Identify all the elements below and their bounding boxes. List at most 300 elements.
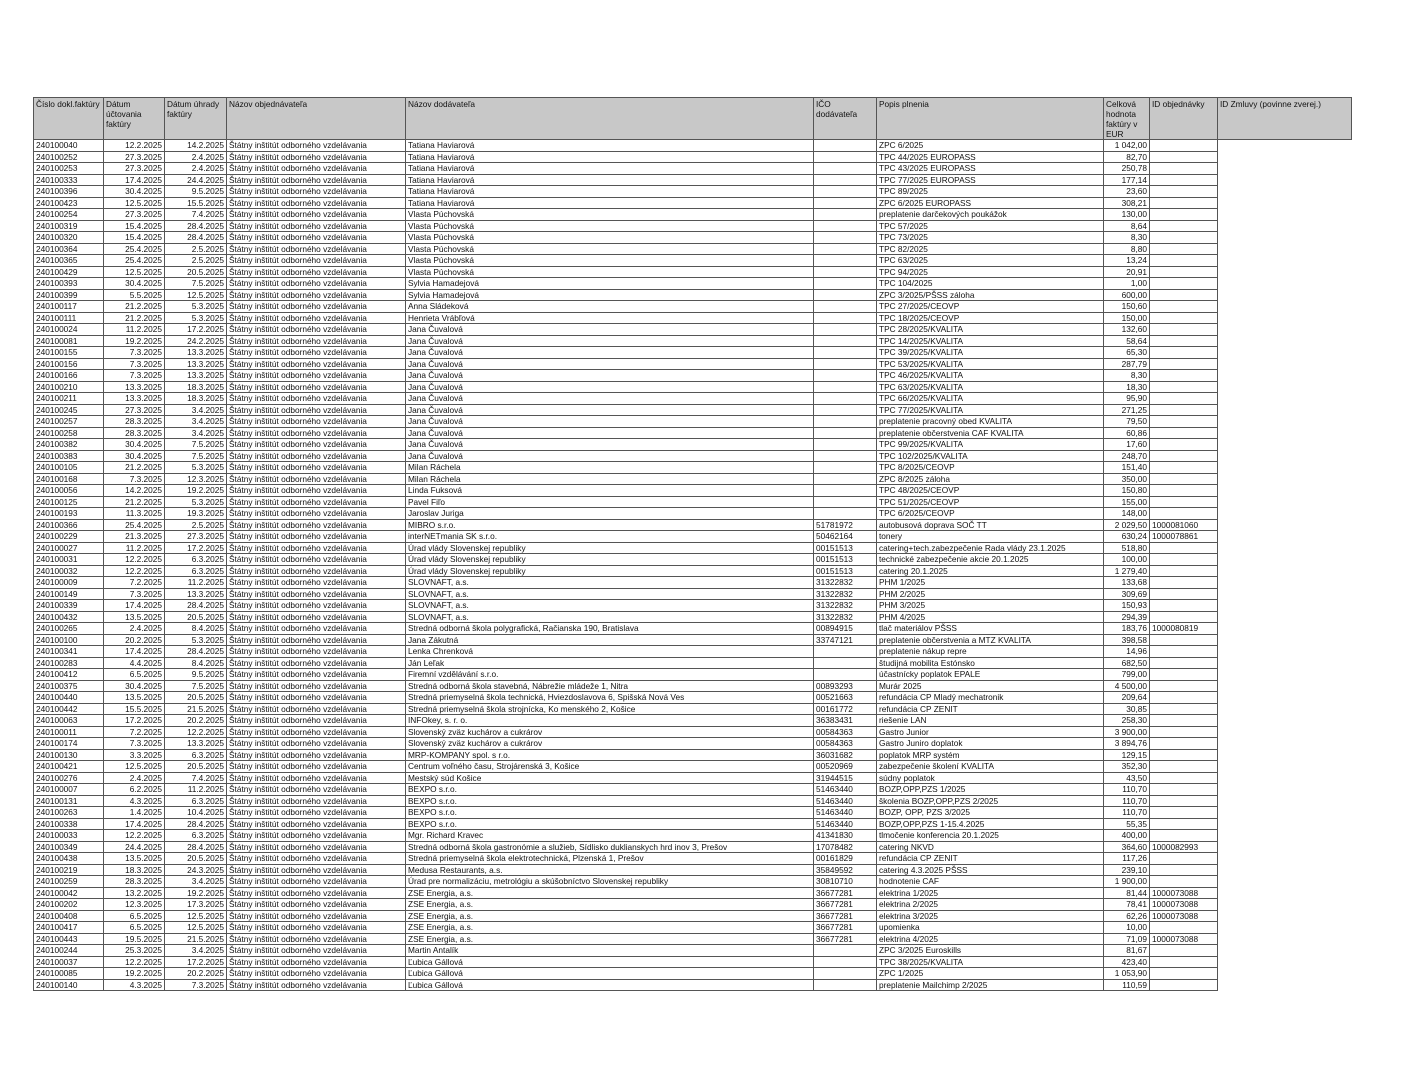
order-id-cell: 1000073088 xyxy=(1150,933,1218,945)
invoice-number-cell: 240100254 xyxy=(34,209,104,221)
supplier-ico-cell: 36677281 xyxy=(814,899,877,911)
supplier-ico-cell: 00161772 xyxy=(814,703,877,715)
posting-date-cell: 7.3.2025 xyxy=(104,473,165,485)
supplier-ico-cell: 17078482 xyxy=(814,841,877,853)
table-row xyxy=(34,140,1352,152)
description-cell: TPC 38/2025/KVALITA xyxy=(877,956,1104,968)
supplier-ico-cell: 31322832 xyxy=(814,600,877,612)
description-cell: BOZP,OPP,PZS 1/2025 xyxy=(877,784,1104,796)
supplier-name-cell: Jana Čuvalová xyxy=(406,358,814,370)
payment-date-cell: 17.3.2025 xyxy=(165,899,227,911)
order-id-cell xyxy=(1150,784,1218,796)
supplier-name-cell: ZSE Energia, a.s. xyxy=(406,910,814,922)
table-row xyxy=(34,232,1352,244)
supplier-name-cell: Vlasta Púchovská xyxy=(406,266,814,278)
customer-name-cell: Štátny inštitút odborného vzdelávania xyxy=(227,358,406,370)
invoice-number-cell: 240100438 xyxy=(34,853,104,865)
empty-cell xyxy=(1218,887,1352,899)
total-eur-cell: 3 900,00 xyxy=(1104,726,1150,738)
table-row xyxy=(34,784,1352,796)
posting-date-cell: 19.5.2025 xyxy=(104,933,165,945)
total-eur-cell: 1 053,90 xyxy=(1104,968,1150,980)
supplier-ico-cell xyxy=(814,462,877,474)
order-id-cell xyxy=(1150,404,1218,416)
supplier-name-cell: Úrad vlády Slovenskej republiky xyxy=(406,565,814,577)
supplier-ico-cell xyxy=(814,404,877,416)
supplier-ico-cell xyxy=(814,209,877,221)
posting-date-cell: 30.4.2025 xyxy=(104,680,165,692)
supplier-ico-cell: 00894915 xyxy=(814,623,877,635)
header-supplier-name: Názov dodávateľa xyxy=(406,98,814,140)
total-eur-cell: 60,86 xyxy=(1104,427,1150,439)
table-row xyxy=(34,577,1352,589)
posting-date-cell: 7.3.2025 xyxy=(104,358,165,370)
order-id-cell xyxy=(1150,749,1218,761)
posting-date-cell: 30.4.2025 xyxy=(104,439,165,451)
description-cell: tonery xyxy=(877,531,1104,543)
posting-date-cell: 25.4.2025 xyxy=(104,255,165,267)
total-eur-cell: 1,00 xyxy=(1104,278,1150,290)
supplier-name-cell: Pavel Fiľo xyxy=(406,496,814,508)
invoice-number-cell: 240100258 xyxy=(34,427,104,439)
table-row xyxy=(34,795,1352,807)
empty-cell xyxy=(1218,220,1352,232)
invoice-number-cell: 240100100 xyxy=(34,634,104,646)
supplier-ico-cell xyxy=(814,657,877,669)
total-eur-cell: 81,67 xyxy=(1104,945,1150,957)
total-eur-cell: 630,24 xyxy=(1104,531,1150,543)
header-description: Popis plnenia xyxy=(877,98,1104,140)
supplier-ico-cell: 31944515 xyxy=(814,772,877,784)
table-row xyxy=(34,335,1352,347)
customer-name-cell: Štátny inštitút odborného vzdelávania xyxy=(227,404,406,416)
total-eur-cell: 148,00 xyxy=(1104,508,1150,520)
description-cell: elektrina 2/2025 xyxy=(877,899,1104,911)
order-id-cell xyxy=(1150,657,1218,669)
payment-date-cell: 18.3.2025 xyxy=(165,393,227,405)
invoice-number-cell: 240100333 xyxy=(34,174,104,186)
customer-name-cell: Štátny inštitút odborného vzdelávania xyxy=(227,243,406,255)
table-row xyxy=(34,692,1352,704)
table-row xyxy=(34,738,1352,750)
supplier-name-cell: Lenka Chrenková xyxy=(406,646,814,658)
table-row xyxy=(34,209,1352,221)
posting-date-cell: 13.5.2025 xyxy=(104,692,165,704)
supplier-name-cell: BEXPO s.r.o. xyxy=(406,818,814,830)
invoice-number-cell: 240100432 xyxy=(34,611,104,623)
payment-date-cell: 13.3.2025 xyxy=(165,738,227,750)
order-id-cell xyxy=(1150,611,1218,623)
empty-cell xyxy=(1218,646,1352,658)
total-eur-cell: 350,00 xyxy=(1104,473,1150,485)
empty-cell xyxy=(1218,565,1352,577)
empty-cell xyxy=(1218,899,1352,911)
invoice-number-cell: 240100382 xyxy=(34,439,104,451)
payment-date-cell: 27.3.2025 xyxy=(165,531,227,543)
payment-date-cell: 28.4.2025 xyxy=(165,220,227,232)
invoice-number-cell: 240100193 xyxy=(34,508,104,520)
total-eur-cell: 82,70 xyxy=(1104,151,1150,163)
description-cell: ZPC 3/2025/PŠSS záloha xyxy=(877,289,1104,301)
order-id-cell xyxy=(1150,807,1218,819)
empty-cell xyxy=(1218,623,1352,635)
payment-date-cell: 28.4.2025 xyxy=(165,600,227,612)
description-cell: catering 4.3.2025 PŠSS xyxy=(877,864,1104,876)
empty-cell xyxy=(1218,761,1352,773)
total-eur-cell: 43,50 xyxy=(1104,772,1150,784)
description-cell: súdny poplatok xyxy=(877,772,1104,784)
payment-date-cell: 7.4.2025 xyxy=(165,772,227,784)
posting-date-cell: 17.4.2025 xyxy=(104,174,165,186)
empty-cell xyxy=(1218,726,1352,738)
customer-name-cell: Štátny inštitút odborného vzdelávania xyxy=(227,864,406,876)
order-id-cell: 1000081060 xyxy=(1150,519,1218,531)
supplier-name-cell: Jana Čuvalová xyxy=(406,427,814,439)
description-cell: technické zabezpečenie akcie 20.1.2025 xyxy=(877,554,1104,566)
total-eur-cell: 209,64 xyxy=(1104,692,1150,704)
supplier-name-cell: Tatiana Haviarová xyxy=(406,151,814,163)
invoice-number-cell: 240100042 xyxy=(34,887,104,899)
table-row xyxy=(34,381,1352,393)
total-eur-cell: 78,41 xyxy=(1104,899,1150,911)
supplier-ico-cell xyxy=(814,956,877,968)
order-id-cell xyxy=(1150,289,1218,301)
invoice-number-cell: 240100412 xyxy=(34,669,104,681)
supplier-ico-cell xyxy=(814,163,877,175)
empty-cell xyxy=(1218,692,1352,704)
invoice-number-cell: 240100111 xyxy=(34,312,104,324)
customer-name-cell: Štátny inštitút odborného vzdelávania xyxy=(227,186,406,198)
posting-date-cell: 4.3.2025 xyxy=(104,979,165,991)
table-row xyxy=(34,922,1352,934)
customer-name-cell: Štátny inštitút odborného vzdelávania xyxy=(227,151,406,163)
payment-date-cell: 10.4.2025 xyxy=(165,807,227,819)
total-eur-cell: 58,64 xyxy=(1104,335,1150,347)
supplier-name-cell: MIBRO s.r.o. xyxy=(406,519,814,531)
posting-date-cell: 13.3.2025 xyxy=(104,381,165,393)
order-id-cell xyxy=(1150,646,1218,658)
empty-cell xyxy=(1218,738,1352,750)
total-eur-cell: 151,40 xyxy=(1104,462,1150,474)
order-id-cell xyxy=(1150,634,1218,646)
supplier-name-cell: SLOVNAFT, a.s. xyxy=(406,600,814,612)
supplier-name-cell: Jana Čuvalová xyxy=(406,370,814,382)
header-contract-id: ID Zmluvy (povinne zverej.) xyxy=(1218,98,1352,140)
supplier-ico-cell xyxy=(814,473,877,485)
order-id-cell xyxy=(1150,439,1218,451)
order-id-cell xyxy=(1150,151,1218,163)
table-row xyxy=(34,761,1352,773)
customer-name-cell: Štátny inštitút odborného vzdelávania xyxy=(227,795,406,807)
payment-date-cell: 7.5.2025 xyxy=(165,680,227,692)
empty-cell xyxy=(1218,611,1352,623)
supplier-ico-cell xyxy=(814,301,877,313)
supplier-name-cell: Tatiana Haviarová xyxy=(406,163,814,175)
order-id-cell xyxy=(1150,335,1218,347)
payment-date-cell: 20.2.2025 xyxy=(165,715,227,727)
invoice-number-cell: 240100393 xyxy=(34,278,104,290)
supplier-ico-cell xyxy=(814,174,877,186)
posting-date-cell: 13.5.2025 xyxy=(104,611,165,623)
order-id-cell xyxy=(1150,381,1218,393)
total-eur-cell: 20,91 xyxy=(1104,266,1150,278)
order-id-cell xyxy=(1150,680,1218,692)
payment-date-cell: 15.5.2025 xyxy=(165,197,227,209)
payment-date-cell: 20.2.2025 xyxy=(165,968,227,980)
order-id-cell: 1000080819 xyxy=(1150,623,1218,635)
total-eur-cell: 18,30 xyxy=(1104,381,1150,393)
payment-date-cell: 19.2.2025 xyxy=(165,887,227,899)
order-id-cell xyxy=(1150,692,1218,704)
order-id-cell xyxy=(1150,956,1218,968)
table-row xyxy=(34,542,1352,554)
total-eur-cell: 100,00 xyxy=(1104,554,1150,566)
description-cell: elektrina 1/2025 xyxy=(877,887,1104,899)
total-eur-cell: 10,00 xyxy=(1104,922,1150,934)
supplier-name-cell: ZSE Energia, a.s. xyxy=(406,933,814,945)
payment-date-cell: 7.5.2025 xyxy=(165,278,227,290)
empty-cell xyxy=(1218,841,1352,853)
customer-name-cell: Štátny inštitút odborného vzdelávania xyxy=(227,841,406,853)
customer-name-cell: Štátny inštitút odborného vzdelávania xyxy=(227,542,406,554)
description-cell: preplatenie občerstvenia a MTZ KVALITA xyxy=(877,634,1104,646)
description-cell: TPC 104/2025 xyxy=(877,278,1104,290)
total-eur-cell: 352,30 xyxy=(1104,761,1150,773)
invoice-number-cell: 240100085 xyxy=(34,968,104,980)
supplier-name-cell: Centrum voľného času, Strojárenská 3, Košice xyxy=(406,761,814,773)
supplier-ico-cell: 51463440 xyxy=(814,818,877,830)
empty-cell xyxy=(1218,197,1352,209)
customer-name-cell: Štátny inštitút odborného vzdelávania xyxy=(227,266,406,278)
empty-cell xyxy=(1218,680,1352,692)
description-cell: TPC 48/2025/CEOVP xyxy=(877,485,1104,497)
invoice-number-cell: 240100081 xyxy=(34,335,104,347)
table-row xyxy=(34,370,1352,382)
table-row xyxy=(34,439,1352,451)
customer-name-cell: Štátny inštitút odborného vzdelávania xyxy=(227,370,406,382)
customer-name-cell: Štátny inštitút odborného vzdelávania xyxy=(227,922,406,934)
invoice-number-cell: 240100257 xyxy=(34,416,104,428)
supplier-ico-cell xyxy=(814,393,877,405)
description-cell: BOZP, OPP, PZS 3/2025 xyxy=(877,807,1104,819)
posting-date-cell: 2.4.2025 xyxy=(104,772,165,784)
posting-date-cell: 14.2.2025 xyxy=(104,485,165,497)
table-row xyxy=(34,588,1352,600)
order-id-cell xyxy=(1150,312,1218,324)
empty-cell xyxy=(1218,772,1352,784)
payment-date-cell: 24.4.2025 xyxy=(165,174,227,186)
customer-name-cell: Štátny inštitút odborného vzdelávania xyxy=(227,163,406,175)
supplier-ico-cell xyxy=(814,496,877,508)
posting-date-cell: 11.3.2025 xyxy=(104,508,165,520)
description-cell: refundácia CP ZENIT xyxy=(877,853,1104,865)
order-id-cell xyxy=(1150,818,1218,830)
customer-name-cell: Štátny inštitút odborného vzdelávania xyxy=(227,887,406,899)
posting-date-cell: 12.2.2025 xyxy=(104,956,165,968)
supplier-ico-cell xyxy=(814,485,877,497)
supplier-name-cell: Vlasta Púchovská xyxy=(406,232,814,244)
payment-date-cell: 2.5.2025 xyxy=(165,243,227,255)
invoice-number-cell: 240100349 xyxy=(34,841,104,853)
table-row xyxy=(34,174,1352,186)
payment-date-cell: 12.5.2025 xyxy=(165,289,227,301)
invoice-number-cell: 240100031 xyxy=(34,554,104,566)
supplier-ico-cell: 36677281 xyxy=(814,910,877,922)
customer-name-cell: Štátny inštitút odborného vzdelávania xyxy=(227,531,406,543)
table-row xyxy=(34,554,1352,566)
supplier-name-cell: BEXPO s.r.o. xyxy=(406,784,814,796)
posting-date-cell: 28.3.2025 xyxy=(104,416,165,428)
description-cell: ZPC 6/2025 EUROPASS xyxy=(877,197,1104,209)
posting-date-cell: 6.5.2025 xyxy=(104,922,165,934)
order-id-cell xyxy=(1150,220,1218,232)
customer-name-cell: Štátny inštitút odborného vzdelávania xyxy=(227,853,406,865)
posting-date-cell: 21.2.2025 xyxy=(104,496,165,508)
table-row xyxy=(34,255,1352,267)
customer-name-cell: Štátny inštitút odborného vzdelávania xyxy=(227,140,406,152)
customer-name-cell: Štátny inštitút odborného vzdelávania xyxy=(227,968,406,980)
payment-date-cell: 6.3.2025 xyxy=(165,565,227,577)
supplier-ico-cell: 51781972 xyxy=(814,519,877,531)
empty-cell xyxy=(1218,266,1352,278)
customer-name-cell: Štátny inštitút odborného vzdelávania xyxy=(227,278,406,290)
posting-date-cell: 15.5.2025 xyxy=(104,703,165,715)
supplier-ico-cell: 36383431 xyxy=(814,715,877,727)
supplier-name-cell: Tatiana Haviarová xyxy=(406,197,814,209)
supplier-name-cell: Stredná odborná škola polygrafická, Račianska 190, Bratislava xyxy=(406,623,814,635)
posting-date-cell: 11.2.2025 xyxy=(104,542,165,554)
posting-date-cell: 12.2.2025 xyxy=(104,140,165,152)
supplier-ico-cell xyxy=(814,358,877,370)
table-row xyxy=(34,945,1352,957)
total-eur-cell: 17,60 xyxy=(1104,439,1150,451)
empty-cell xyxy=(1218,416,1352,428)
empty-cell xyxy=(1218,370,1352,382)
payment-date-cell: 12.5.2025 xyxy=(165,910,227,922)
invoice-number-cell: 240100174 xyxy=(34,738,104,750)
supplier-ico-cell: 36031682 xyxy=(814,749,877,761)
supplier-ico-cell: 51463440 xyxy=(814,807,877,819)
description-cell: preplatenie občerstvenia CAF KVALITA xyxy=(877,427,1104,439)
customer-name-cell: Štátny inštitút odborného vzdelávania xyxy=(227,381,406,393)
order-id-cell: 1000073088 xyxy=(1150,910,1218,922)
supplier-ico-cell: 51463440 xyxy=(814,784,877,796)
posting-date-cell: 25.4.2025 xyxy=(104,519,165,531)
posting-date-cell: 12.3.2025 xyxy=(104,899,165,911)
order-id-cell xyxy=(1150,186,1218,198)
order-id-cell xyxy=(1150,255,1218,267)
table-row xyxy=(34,324,1352,336)
posting-date-cell: 13.2.2025 xyxy=(104,887,165,899)
supplier-name-cell: Tatiana Haviarová xyxy=(406,186,814,198)
posting-date-cell: 19.2.2025 xyxy=(104,968,165,980)
invoice-number-cell: 240100399 xyxy=(34,289,104,301)
payment-date-cell: 6.3.2025 xyxy=(165,554,227,566)
payment-date-cell: 7.4.2025 xyxy=(165,209,227,221)
posting-date-cell: 7.3.2025 xyxy=(104,370,165,382)
invoice-number-cell: 240100339 xyxy=(34,600,104,612)
order-id-cell xyxy=(1150,209,1218,221)
table-row xyxy=(34,669,1352,681)
total-eur-cell: 8,30 xyxy=(1104,232,1150,244)
customer-name-cell: Štátny inštitút odborného vzdelávania xyxy=(227,726,406,738)
customer-name-cell: Štátny inštitút odborného vzdelávania xyxy=(227,784,406,796)
order-id-cell: 1000078861 xyxy=(1150,531,1218,543)
total-eur-cell: 150,93 xyxy=(1104,600,1150,612)
table-row xyxy=(34,347,1352,359)
payment-date-cell: 28.4.2025 xyxy=(165,818,227,830)
table-row xyxy=(34,312,1352,324)
payment-date-cell: 21.5.2025 xyxy=(165,703,227,715)
posting-date-cell: 28.3.2025 xyxy=(104,427,165,439)
empty-cell xyxy=(1218,312,1352,324)
payment-date-cell: 3.4.2025 xyxy=(165,427,227,439)
customer-name-cell: Štátny inštitút odborného vzdelávania xyxy=(227,174,406,186)
supplier-ico-cell xyxy=(814,266,877,278)
invoice-number-cell: 240100202 xyxy=(34,899,104,911)
empty-cell xyxy=(1218,151,1352,163)
order-id-cell xyxy=(1150,370,1218,382)
empty-cell xyxy=(1218,634,1352,646)
empty-cell xyxy=(1218,600,1352,612)
payment-date-cell: 3.4.2025 xyxy=(165,416,227,428)
customer-name-cell: Štátny inštitút odborného vzdelávania xyxy=(227,956,406,968)
payment-date-cell: 13.3.2025 xyxy=(165,588,227,600)
posting-date-cell: 17.2.2025 xyxy=(104,715,165,727)
supplier-ico-cell: 00151513 xyxy=(814,542,877,554)
supplier-ico-cell xyxy=(814,278,877,290)
payment-date-cell: 12.5.2025 xyxy=(165,922,227,934)
invoice-number-cell: 240100125 xyxy=(34,496,104,508)
table-row xyxy=(34,807,1352,819)
empty-cell xyxy=(1218,174,1352,186)
supplier-ico-cell xyxy=(814,945,877,957)
customer-name-cell: Štátny inštitút odborného vzdelávania xyxy=(227,439,406,451)
order-id-cell xyxy=(1150,577,1218,589)
description-cell: TPC 14/2025/KVALITA xyxy=(877,335,1104,347)
table-row xyxy=(34,565,1352,577)
total-eur-cell: 250,78 xyxy=(1104,163,1150,175)
invoice-number-cell: 240100156 xyxy=(34,358,104,370)
payment-date-cell: 28.4.2025 xyxy=(165,841,227,853)
payment-date-cell: 2.5.2025 xyxy=(165,255,227,267)
posting-date-cell: 6.2.2025 xyxy=(104,784,165,796)
supplier-name-cell: Slovenský zväz kuchárov a cukrárov xyxy=(406,726,814,738)
total-eur-cell: 8,64 xyxy=(1104,220,1150,232)
total-eur-cell: 177,14 xyxy=(1104,174,1150,186)
description-cell: catering 20.1.2025 xyxy=(877,565,1104,577)
posting-date-cell: 15.4.2025 xyxy=(104,232,165,244)
customer-name-cell: Štátny inštitút odborného vzdelávania xyxy=(227,473,406,485)
total-eur-cell: 364,60 xyxy=(1104,841,1150,853)
supplier-ico-cell xyxy=(814,220,877,232)
payment-date-cell: 20.5.2025 xyxy=(165,853,227,865)
invoice-number-cell: 240100259 xyxy=(34,876,104,888)
header-order-id: ID objednávky xyxy=(1150,98,1218,140)
order-id-cell xyxy=(1150,876,1218,888)
table-row xyxy=(34,887,1352,899)
payment-date-cell: 13.3.2025 xyxy=(165,358,227,370)
table-row xyxy=(34,853,1352,865)
posting-date-cell: 4.4.2025 xyxy=(104,657,165,669)
customer-name-cell: Štátny inštitút odborného vzdelávania xyxy=(227,289,406,301)
invoice-number-cell: 240100319 xyxy=(34,220,104,232)
customer-name-cell: Štátny inštitút odborného vzdelávania xyxy=(227,232,406,244)
supplier-ico-cell: 41341830 xyxy=(814,830,877,842)
customer-name-cell: Štátny inštitút odborného vzdelávania xyxy=(227,680,406,692)
supplier-name-cell: Ľubica Gállová xyxy=(406,968,814,980)
description-cell: TPC 94/2025 xyxy=(877,266,1104,278)
